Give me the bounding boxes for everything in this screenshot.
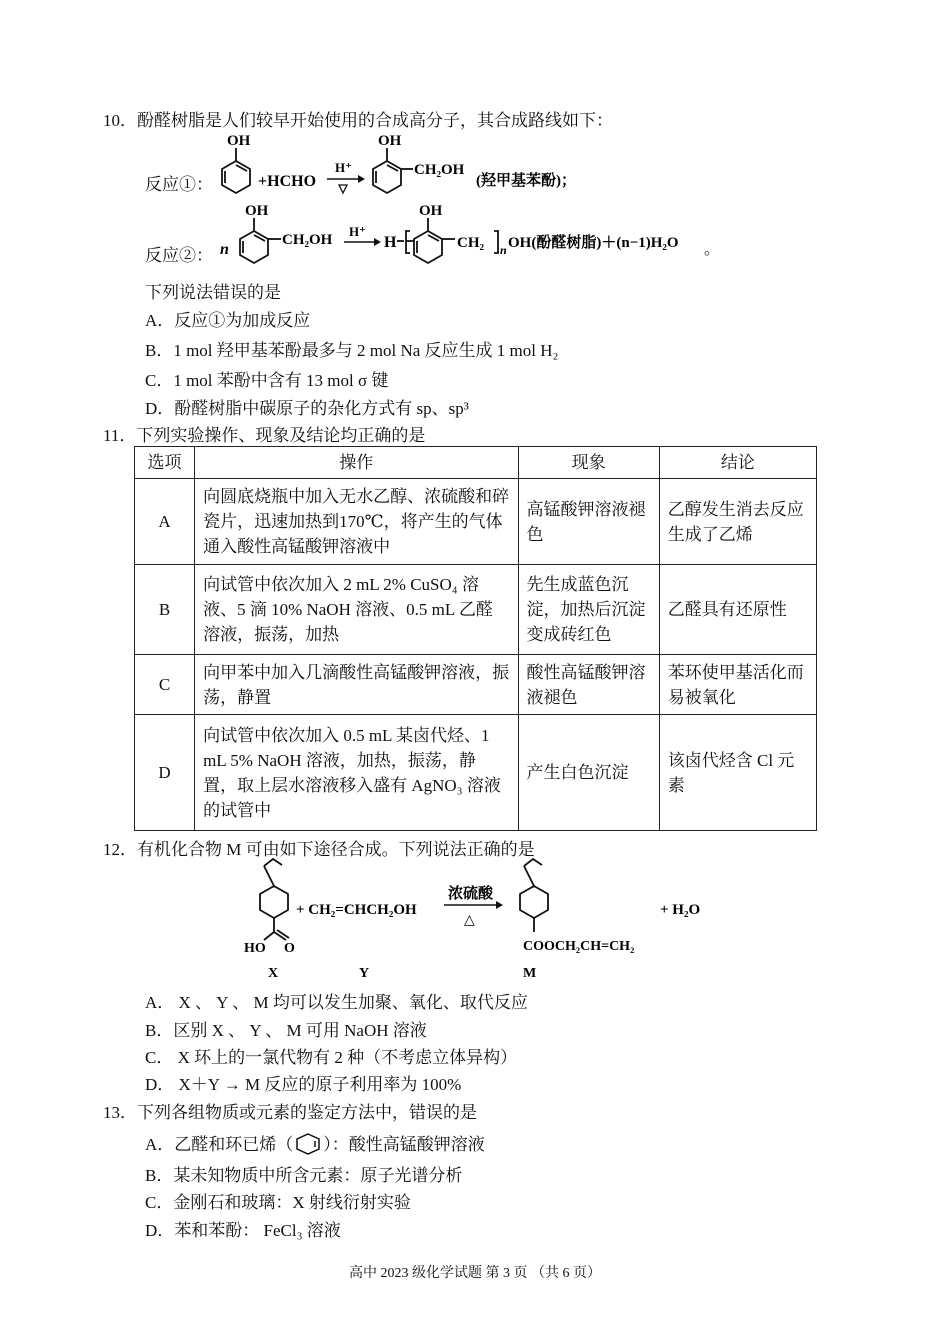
q12-stem: 12．有机化合物 M 可由如下途径合成。下列说法正确的是 [103,840,535,859]
q13-option-a [145,1130,485,1155]
row-phenomenon: 酸性高锰酸钾溶液褪色 [518,655,659,715]
compound-m-structure [520,859,548,932]
page-footer: 高中 2023 级化学试题 第 3 页 （共 6 页） [349,1266,601,1281]
hcho-text: +HCHO [258,173,317,190]
header-phenomenon: 现象 [518,447,659,479]
row-phenomenon: 产生白色沉淀 [518,715,659,831]
q10-reaction2-scheme [214,198,724,272]
reaction2-period: 。 [704,241,721,258]
q10-option-c: C．1 mol 苯酚中含有 13 mol σ 键 [145,371,389,390]
q13-option-a-suffix: ）：酸性高锰酸钾溶液 [323,1135,485,1154]
header-conclusion: 结论 [659,447,816,479]
q10-option-b: B．1 mol 羟甲基苯酚最多与 2 mol Na 反应生成 1 mol H₂ [145,341,559,360]
row-operation: 向试管中依次加入 0.5 mL 某卤代烃、1 mL 5% NaOH 溶液，加热，振荡，静置，取上层水溶液移入盛有 AgNO₃ 溶液的试管中 [195,715,518,831]
q11-experiment-table [134,446,817,831]
row-key: D [135,715,195,831]
header-operation: 操作 [195,447,518,479]
row-operation: 向甲苯中加入几滴酸性高锰酸钾溶液，振荡，静置 [195,655,518,715]
cyclohexene-icon [293,1133,323,1155]
row-key: B [135,565,195,655]
row-operation: 向圆底烧瓶中加入无水乙醇、浓硫酸和碎瓷片，迅速加热到170℃，将产生的气体通入酸性高锰酸钾溶液中 [195,479,518,565]
row-key: A [135,479,195,565]
phenol-oh: OH [227,133,251,149]
polymer-ch2: CH₂ [457,235,484,251]
row-conclusion: 乙醛具有还原性 [659,565,816,655]
header-option: 选项 [135,447,195,479]
hydroxymethylphenol-ring [373,148,413,193]
row-conclusion: 乙醇发生消去反应生成了乙烯 [659,479,816,565]
byproduct-water: + H₂O [660,902,701,918]
q13-stem: 13．下列各组物质或元素的鉴定方法中，错误的是 [103,1103,477,1122]
reagent-sulfuric-acid: 浓硫酸 [448,886,494,902]
q11-stem: 11．下列实验操作、现象及结论均正确的是 [103,426,426,445]
phenol-ring [222,148,250,193]
product-ch2oh: CH₂OH [414,162,465,178]
compound-x-structure [260,859,289,940]
q10-stem: 10．酚醛树脂是人们较早开始使用的合成高分子，其合成路线如下： [103,111,613,130]
monomer-oh: OH [245,203,269,219]
label-x: X [268,966,279,981]
monomer-ring [240,218,281,263]
m-ester-group: COOCH₂CH=CH₂ [523,939,635,954]
q13-option-a-prefix: A．乙醛和环已烯（ [145,1135,294,1154]
row-phenomenon: 高锰酸钾溶液褪色 [518,479,659,565]
x-o: O [284,941,295,956]
polymer-tail: OH(酚醛树脂)＋(n−1)H₂O [508,235,679,251]
coefficient-n: n [220,241,229,258]
q12-option-c: C． X 环上的一氯代物有 2 种（不考虑立体异构） [145,1048,518,1067]
polymer-subscript-n: n [500,243,507,257]
q12-option-b: B．区别 X 、 Y 、 M 可用 NaOH 溶液 [145,1021,427,1040]
q10-reaction1-label: 反应①： [145,175,213,194]
acid-catalyst-1: H⁺ [335,160,352,175]
table-header-row [135,447,817,479]
row-conclusion: 该卤代烃含 Cl 元素 [659,715,816,831]
q10-reaction1-scheme [214,128,594,200]
q12-option-d: D． X＋Y → M 反应的原子利用率为 100% [145,1075,462,1094]
heat-delta-1 [339,185,347,193]
table-row [135,479,817,565]
q12-synthesis-scheme [236,858,716,984]
q13-option-b: B．某未知物质中所含元素：原子光谱分析 [145,1166,463,1185]
label-y: Y [359,966,370,981]
row-operation: 向试管中依次加入 2 mL 2% CuSO₄ 溶液、5 滴 10% NaOH 溶液、0.5 mL 乙醛溶液，振荡，加热 [195,565,518,655]
table-row [135,715,817,831]
acid-catalyst-2: H⁺ [349,224,366,239]
q13-option-c: C．金刚石和玻璃：X 射线衍射实验 [145,1193,411,1212]
polymer-oh: OH [419,203,443,219]
product-oh: OH [378,133,402,149]
polymer-ring [414,218,455,263]
polymer-bracket-left [397,231,414,253]
q10-question: 下列说法错误的是 [145,283,281,302]
polymer-h: H [384,234,397,251]
x-ho: HO [244,941,266,956]
row-phenomenon: 先生成蓝色沉淀，加热后沉淀变成砖红色 [518,565,659,655]
row-key: C [135,655,195,715]
heat-delta-3: △ [464,913,475,928]
q10-reaction2-label: 反应②： [145,246,213,265]
product-name: (羟甲基苯酚)； [476,173,576,189]
polymer-bracket-right [494,231,498,253]
monomer-ch2oh: CH₂OH [282,232,333,248]
q10-option-d: D．酚醛树脂中碳原子的杂化方式有 sp、sp³ [145,399,469,418]
q12-option-a: A． X 、 Y 、 M 均可以发生加聚、氧化、取代反应 [145,993,528,1012]
q10-option-a: A．反应①为加成反应 [145,311,311,330]
q13-option-d: D．苯和苯酚： FeCl₃ 溶液 [145,1221,341,1240]
reactant-y: + CH₂=CHCH₂OH [296,902,417,918]
table-row [135,655,817,715]
row-conclusion: 苯环使甲基活化而易被氧化 [659,655,816,715]
table-row [135,565,817,655]
label-m: M [523,966,537,981]
